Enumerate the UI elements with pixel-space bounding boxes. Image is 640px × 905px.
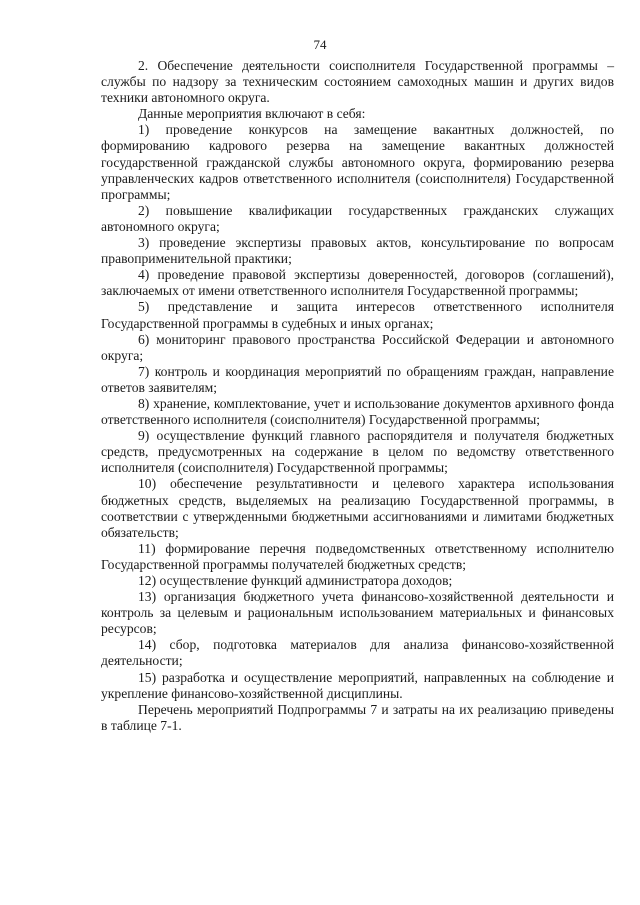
list-item: 8) хранение, комплектование, учет и использование документов архивного фонда ответственного исполнителя (соисполнителя) Государственной программы; — [101, 395, 614, 428]
paragraph: Перечень мероприятий Подпрограммы 7 и затраты на их реализацию приведены в таблице 7-1. — [101, 701, 614, 733]
list-item: 12) осуществление функций администратора доходов; — [138, 573, 453, 588]
list-item: 11) формирование перечня подведомственных ответственному исполнителю Государственной программы получателей бюджетных средств; — [101, 540, 614, 572]
list-item: 9) осуществление функций главного распорядителя и получателя бюджетных средств, предусмотренных на содержание в целом по ведомству ответственного исполнителя (соисполнителя) Государственной программы; — [101, 428, 614, 476]
list-item: 10) обеспечение результативности и целевого характера использования бюджетных средств, выделяемых на реализацию Государственной программы, в соответствии с утвержденными бюджетными ассигнованиями и лимитами бюджетных обязательств; — [101, 476, 614, 540]
list-item: 4) проведение правовой экспертизы доверенностей, договоров (соглашений), заключаемых от имени ответственного исполнителя Государственной программы; — [101, 267, 614, 299]
list-item: 1) проведение конкурсов на замещение вакантных должностей, по формированию кадрового резерва на замещение вакантных должностей государственной гражданской службы автономного округа, формированию резерва управленческих кадров ответственного исполнителя (соисполнителя) Государственной программы; — [101, 122, 614, 202]
list-item: 6) мониторинг правового пространства Российской Федерации и автономного округа; — [101, 331, 614, 363]
list-item: 7) контроль и координация мероприятий по обращениям граждан, направление ответов заявителям; — [101, 363, 614, 395]
paragraph: 2. Обеспечение деятельности соисполнителя Государственной программы – службы по надзору за техническим состоянием самоходных машин и других видов техники автономного округа. — [101, 58, 614, 106]
paragraph: Данные мероприятия включают в себя: — [138, 106, 366, 122]
list-item: 2) повышение квалификации государственных гражданских служащих автономного округа; — [101, 202, 614, 234]
list-item: 13) организация бюджетного учета финансово-хозяйственной деятельности и контроль за целевым и рациональным использованием материальных и финансовых ресурсов; — [101, 589, 614, 637]
list-item: 3) проведение экспертизы правовых актов, консультирование по вопросам правоприменительной практики; — [101, 235, 614, 267]
list-item: 15) разработка и осуществление мероприятий, направленных на соблюдение и укрепление финансово-хозяйственной дисциплины. — [101, 669, 614, 701]
list-item: 14) сбор, подготовка материалов для анализа финансово-хозяйственной деятельности; — [101, 637, 614, 669]
document-body — [101, 58, 614, 734]
page-number: 74 — [313, 37, 327, 52]
list-item: 5) представление и защита интересов ответственного исполнителя Государственной программы в судебных и иных органах; — [101, 299, 614, 331]
